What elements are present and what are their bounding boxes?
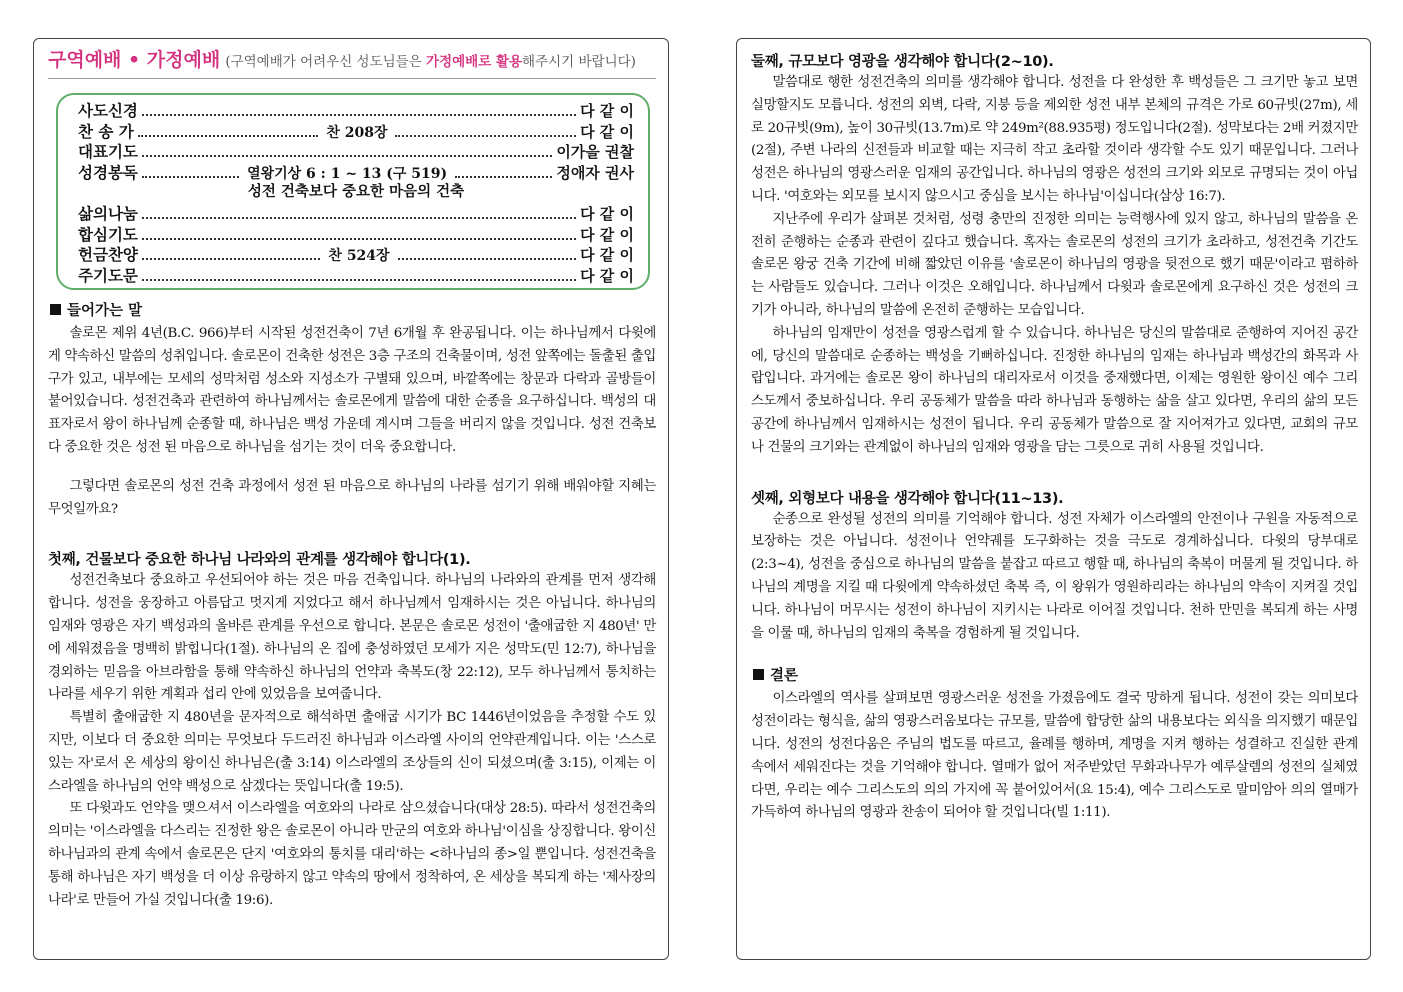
intro-heading-text: 들어가는 말 [67, 303, 143, 319]
order-label: 헌금찬양 [78, 245, 138, 264]
right-panel [736, 38, 1371, 960]
order-item-hymn [78, 120, 634, 141]
order-result: 다 같 이 [580, 225, 634, 244]
intro-paragraph-1: 솔로몬 제위 4년(B.C. 966)부터 시작된 성전건축이 7년 6개월 후 완공됩니다. 이는 하나님께서 다윗에게 약속하신 말씀의 성취입니다. 솔로몬이 건축한 성전은 3층 구조의 건축물이며, 성전 앞쪽에는 돌출된 출입구가 있고, 내부에는 모세의 성막처럼 성소와 지성소가 구별돼 있으며, 바깥쪽에는 창문과 다락과 골방들이 붙어있습니다. 성전건축과 관련하여 하나님께서는 솔로몬에게 말씀에 대한 순종을 요구하십니다. 백성의 대표자로서 왕이 하나님께 순종할 때, 하나님은 백성 가운데 계시며 그들을 버리지 않을 것입니다. 성전 건축보다 중요한 것은 성전 된 마음으로 하나님을 섬기는 것이 더욱 중요합니다. [48, 326, 656, 455]
intro-paragraph-2: 그렇다면 솔로몬의 성전 건축 과정에서 성전 된 마음으로 하나님의 나라를 섬기기 위해 배워야할 지혜는 무엇일까요? [48, 478, 656, 517]
conclusion-heading-text: 결론 [770, 668, 799, 685]
leader-dots [142, 166, 239, 178]
order-middle: 찬 524장 [328, 248, 390, 264]
point1-paragraph-2: 특별히 출애굽한 지 480년을 문자적으로 해석하면 출애굽 시기가 BC 1446년이었음을 추정할 수도 있지만, 이보다 더 중요한 의미는 무엇보다 두드러진 하나님과 이스라엘 사이의 언약관계입니다. 이는 '스스로 있는 자'로서 온 세상의 왕이신 하나님은(출 3:14) 이스라엘의 조상들의 신이 되셨으며(출 3:15), 이제는 이스라엘을 하나님의 언약 백성으로 삼겠다는 뜻입니다(출 19:5). [48, 710, 656, 794]
header-divider [48, 78, 656, 79]
square-bullet-icon [50, 304, 61, 315]
order-label: 주기도문 [78, 265, 138, 285]
point1-paragraph-3: 또 다윗과도 언약을 맺으셔서 이스라엘을 여호와의 나라로 삼으셨습니다(대상 28:5). 따라서 성전건축의 의미는 '이스라엘을 다스리는 진정한 왕은 솔로몬이 아니라 만군의 여호와 하나님'이심을 상징합니다. 왕이신 하나님과의 관계 속에서 솔로몬은 단지 '여호와의 통치를 대리'하는 <하나님의 종>일 뿐입니다. 성전건축을 통해 하나님은 자기 백성을 더 이상 유랑하지 않고 약속의 땅에서 정착하여, 온 세상을 복되게 하는 '제사장의 나라'로 만들어 가실 것입니다(출 19:6). [48, 801, 656, 908]
order-result: 다 같 이 [580, 266, 634, 285]
order-result: 다 같 이 [580, 205, 634, 223]
order-label: 삶의나눔 [78, 204, 138, 223]
point3-paragraph-1: 순종으로 완성될 성전의 의미를 기억해야 합니다. 성전 자체가 이스라엘의 안전이나 구원을 자동적으로 보장하는 것은 아닙니다. 성전이나 언약궤를 도구화하는 것을 극도로 경계하십니다. 다윗의 당부대로(2:3~4), 성전을 중심으로 하나님의 말씀을 붙잡고 따르고 행할 때, 하나님의 축복이 머물게 될 것입니다. 하나님의 계명을 지킬 때 다윗에게 약속하셨던 축복 즉, 이 왕위가 영원하리라는 하나님의 약속이 지켜질 것입니다. 하나님이 머무시는 성전이 하나님이 지키시는 나라로 이어질 것입니다. 천하 만민을 복되게 하는 사명을 이룰 때, 하나님의 임재의 축복을 경험하게 될 것입니다. [751, 511, 1358, 641]
order-middle: 찬 208장 [326, 124, 388, 141]
order-result: 다 같 이 [580, 122, 635, 141]
order-item-offering [78, 243, 634, 264]
point3-heading: 셋째, 외형보다 내용을 생각해야 합니다(11~13). [751, 490, 1064, 507]
conclusion-heading [753, 664, 1358, 685]
leader-dots [142, 145, 552, 157]
order-item-sharing [78, 202, 634, 223]
order-result: 다 같 이 [580, 246, 635, 264]
worship-title: 구역예배 • 가정예배 [48, 49, 221, 71]
subtitle-post: 해주시기 바랍니다) [522, 54, 636, 70]
leader-dots [455, 166, 552, 178]
leader-dots [398, 248, 577, 260]
order-middle: 열왕기상 6 : 1 ~ 13 (구 519) [247, 165, 448, 182]
worship-subtitle [225, 54, 636, 70]
order-item-prayer [78, 140, 634, 161]
order-label: 합심기도 [78, 224, 138, 244]
leader-dots [395, 125, 576, 137]
leader-dots [142, 269, 576, 281]
square-bullet-icon [753, 669, 764, 680]
leader-dots [142, 248, 321, 260]
leader-dots [138, 125, 319, 137]
order-label: 대표기도 [78, 142, 138, 161]
point1-heading: 첫째, 건물보다 중요한 하나님 나라와의 관계를 생각해야 합니다(1). [48, 552, 471, 569]
point1-paragraph-1: 성전건축보다 중요하고 우선되어야 하는 것은 마음 건축입니다. 하나님의 나라와의 관계를 먼저 생각해 합니다. 성전을 웅장하고 아름답고 멋지게 지었다고 해서 하나님께서 임재하시는 것은 아닙니다. 하나님의 임재와 영광은 자기 백성과의 올바른 관계를 우선으로 합니다. 본문은 솔로몬 성전이 '출애굽한 지 480년' 만에 세워졌음을 명백히 밝힙니다(1절). 하나님의 온 집에 충성하였던 모세가 지은 성막도(민 12:7), 하나님을 경외하는 믿음을 아브라함을 통해 약속하신 하나님의 언약과 축복도(창 22:12), 모두 하나님께서 통치하는 나라를 세우기 위한 계획과 섭리 안에 있었음을 보여줍니다. [48, 573, 656, 703]
order-label: 사도신경 [78, 101, 138, 120]
point2-paragraph-2: 지난주에 우리가 살펴본 것처럼, 성령 충만의 진정한 의미는 능력행사에 있지 않고, 하나님의 말씀을 온전히 준행하는 순종과 관련이 깊다고 했습니다. 혹자는 솔로몬의 성전의 크기가 초라하고, 성전건축 기간도 솔로몬 왕궁 건축 기간에 비해 짧았던 이유를 '솔로몬이 하나님의 영광을 뒷전으로 했기 때문'이라고 폄하하는 사람들도 있습니다. 그러나 이것은 오해입니다. 하나님께서 다윗과 솔로몬에게 요구하신 것은 성전의 크기가 아니라, 하나님의 말씀에 온전히 준행하는 모습입니다. [751, 211, 1358, 318]
subtitle-highlight: 가정예배로 활용 [426, 54, 523, 70]
order-item-united-prayer [78, 223, 634, 244]
order-result: 정애자 권사 [556, 163, 635, 182]
leader-dots [142, 228, 576, 240]
point2-paragraph-1: 말씀대로 행한 성전건축의 의미를 생각해야 합니다. 성전을 다 완성한 후 백성들은 그 크기만 놓고 보면 실망할지도 모릅니다. 성전의 외벽, 다락, 지붕 등을 제외한 성전 내부 본체의 규격은 가로 60규빗(27m), 세로 20규빗(9m), 높이 30규빗(13.7m)로 약 249m²(88.935평) 정도입니다(2절). 성막보다는 2배 커졌지만(2절), 주변 나라의 신전들과 비교할 때는 지극히 작고 초라할 것이라 생각할 수도 있기 때문입니다. 그러나 성전은 하나님의 영광스러운 임재의 공간입니다. 하나님의 영광은 성전의 크기와 외모로 규명되는 것이 아닙니다. '여호와는 외모를 보시지 않으시고 중심을 보시는 하나님'이십니다(삼상 16:7). [751, 75, 1358, 204]
order-label: 성경봉독 [78, 162, 138, 182]
order-item-lords-prayer [78, 264, 634, 285]
leader-dots [142, 207, 576, 219]
subtitle-pre: (구역예배가 어려우신 성도님들은 [225, 54, 427, 70]
leader-dots [142, 104, 576, 116]
sermon-title: 성전 건축보다 중요한 마음의 건축 [247, 183, 465, 200]
order-item-scripture [78, 161, 634, 182]
order-label: 찬 송 가 [78, 121, 134, 141]
order-result: 이가을 권찰 [556, 143, 634, 161]
order-item-apostles-creed [78, 99, 634, 120]
left-panel [33, 38, 669, 960]
worship-order-box [56, 93, 650, 290]
worship-header [48, 45, 656, 72]
point2-paragraph-3: 하나님의 임재만이 성전을 영광스럽게 할 수 있습니다. 하나님은 당신의 말씀대로 준행하여 지어진 공간에, 당신의 말씀대로 순종하는 백성을 기뻐하십니다. 진정한 하나님의 임재는 하나님과 백성간의 화목과 사랍입니다. 과거에는 솔로몬 왕이 하나님의 대리자로서 이것을 중재했다면, 이제는 영원한 왕이신 예수 그리스도께서 중보하십니다. 우리 공동체가 말씀을 따라 하나님과 동행하는 삶을 살고 있다면, 우리의 삶의 모든 공간에 하나님께서 임재하시는 성전이 됩니다. 우리 공동체가 말씀으로 잘 지어져가고 있다면, 교회의 규모나 건물의 크기와는 관계없이 하나님의 임재와 영광을 담는 그릇으로 귀히 사용될 것입니다. [751, 325, 1358, 455]
conclusion-paragraph: 이스라엘의 역사를 살펴보면 영광스러운 성전을 가졌음에도 결국 망하게 됩니다. 성전이 갖는 의미보다 성전이라는 형식을, 삶의 영광스러움보다는 규모를, 말씀에 합당한 삶의 내용보다는 외식을 의지했기 때문입니다. 성전의 성전다움은 주님의 법도를 따르고, 율례를 행하며, 계명을 지켜 행하는 성결하고 진실한 관계 속에서 세워진다는 것을 기억해야 합니다. 열매가 없어 저주받았던 무화과나무가 예루살렘의 성전의 실체였다면, 우리는 예수 그리스도의 의의 가지에 꼭 붙어있어서(요 15:4), 예수 그리스도로 말미암아 의의 열매가 가득하여 하나님의 영광과 찬송이 되어야 할 것입니다(빌 1:11). [751, 691, 1358, 821]
order-result: 다 같 이 [580, 102, 634, 120]
point2-heading: 둘째, 규모보다 영광을 생각해야 합니다(2~10). [751, 54, 1054, 70]
intro-heading [50, 299, 656, 320]
